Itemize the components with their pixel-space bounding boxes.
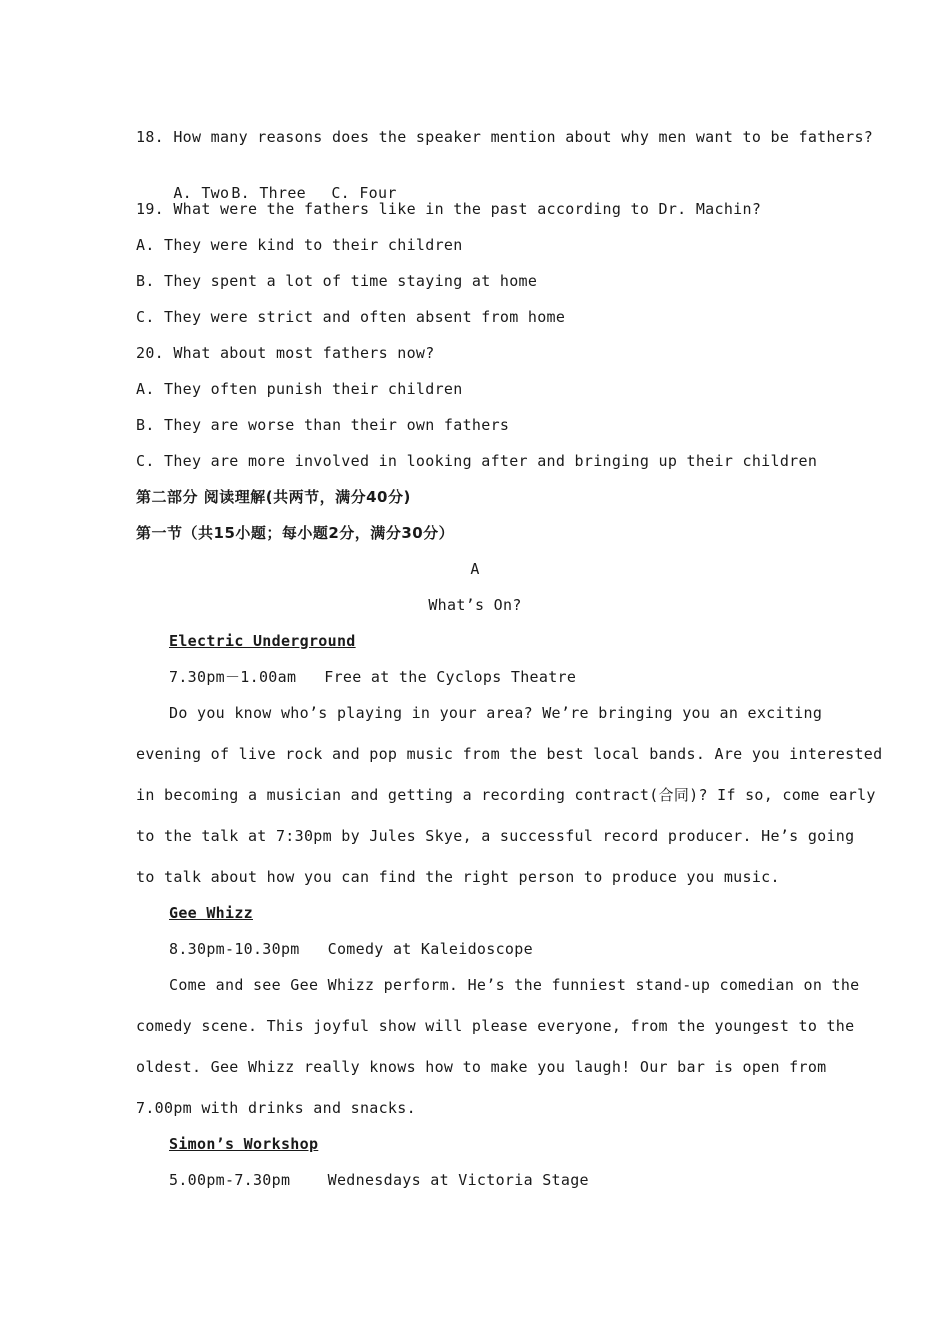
event-time-place: 8.30pm-10.30pm Comedy at Kaleidoscope — [169, 940, 533, 958]
passage-title: What’s On? — [428, 596, 522, 614]
question-19-option-a: A. They were kind to their children — [136, 236, 463, 254]
event-description-line: in becoming a musician and getting a recording contract(合同)? If so, come early — [136, 786, 876, 804]
option-b: B. Three — [231, 184, 306, 202]
section-heading: 第一节（共15小题；每小题2分，满分30分） — [136, 524, 455, 542]
event-time-place: 7.30pm－1.00am Free at the Cyclops Theatre — [169, 668, 577, 686]
part-heading: 第二部分 阅读理解(共两节，满分40分) — [136, 488, 411, 506]
event-title-electric-underground: Electric Underground — [169, 632, 356, 650]
question-20-option-b: B. They are worse than their own fathers — [136, 416, 510, 434]
event-description-line: to talk about how you can find the right person to produce you music. — [136, 868, 780, 886]
question-19: 19. What were the fathers like in the past according to Dr. Machin? — [136, 200, 762, 218]
event-description-line: Do you know who’s playing in your area? We’re bringing you an exciting — [169, 704, 823, 722]
option-c: C. Four — [331, 184, 397, 202]
question-19-option-b: B. They spent a lot of time staying at home — [136, 272, 538, 290]
option-a: A. Two — [173, 184, 230, 202]
question-20-option-a: A. They often punish their children — [136, 380, 463, 398]
event-description-line: Come and see Gee Whizz perform. He’s the funniest stand-up comedian on the — [169, 976, 860, 994]
passage-letter: A — [470, 560, 480, 578]
question-18: 18. How many reasons does the speaker mention about why men want to be fathers? — [136, 128, 874, 146]
event-description-line: oldest. Gee Whizz really knows how to make you laugh! Our bar is open from — [136, 1058, 827, 1076]
question-20-option-c: C. They are more involved in looking after and bringing up their children — [136, 452, 818, 470]
event-time-place: 5.00pm-7.30pm Wednesdays at Victoria Stage — [169, 1171, 589, 1189]
question-19-option-c: C. They were strict and often absent from home — [136, 308, 566, 326]
event-description-line: to the talk at 7:30pm by Jules Skye, a successful record producer. He’s going — [136, 827, 855, 845]
event-description-line: comedy scene. This joyful show will please everyone, from the youngest to the — [136, 1017, 855, 1035]
event-description-line: 7.00pm with drinks and snacks. — [136, 1099, 416, 1117]
event-title-simons-workshop: Simon’s Workshop — [169, 1135, 319, 1153]
question-20: 20. What about most fathers now? — [136, 344, 435, 362]
event-description-line: evening of live rock and pop music from the best local bands. Are you interested — [136, 745, 883, 763]
event-title-gee-whizz: Gee Whizz — [169, 904, 253, 922]
